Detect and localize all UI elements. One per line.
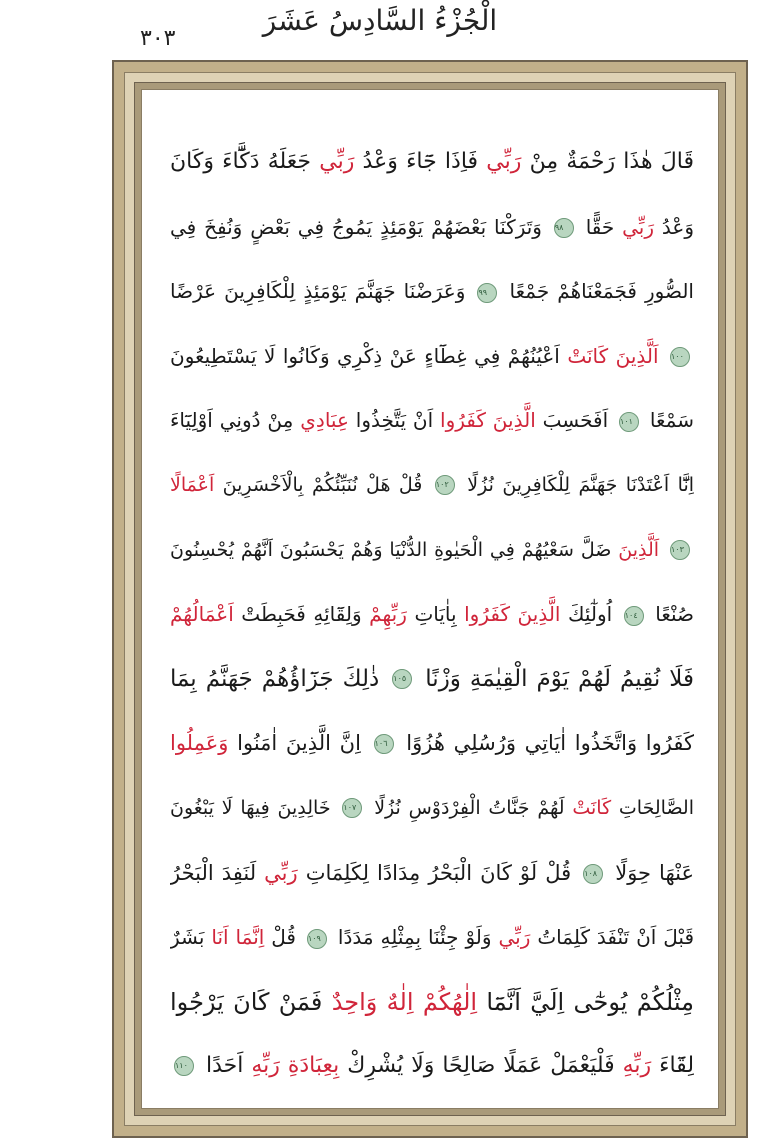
verse-text: وَلِقَٓائِهِ فَحَبِطَتْ: [233, 602, 370, 627]
verse-end-marker-icon: ١٠٩: [307, 929, 327, 949]
verse-end-marker-icon: ١٠٤: [624, 606, 644, 626]
verse-text: قَالَ هٰذَا رَحْمَةٌ مِنْ: [521, 149, 694, 174]
verse-text: [659, 539, 666, 561]
verse-text: وَتَرَكْنَا بَعْضَهُمْ يَوْمَئِذٍ يَمُوجُ فِي بَعْضٍ وَنُفِخَ فِي: [170, 214, 550, 239]
highlighted-word: رَبِّي: [498, 925, 531, 950]
highlighted-word: بِعِبَادَةِ رَبِّهِ: [251, 1053, 340, 1079]
highlighted-word: الَّذِينَ كَفَرُوا: [440, 408, 536, 433]
verse-text: بِاٰيَاتِ: [406, 602, 465, 627]
verse-text: عَنْهَا حِوَلًا: [607, 860, 694, 885]
verse-line: [170, 905, 694, 970]
verse-text: سَمْعًا: [643, 408, 694, 433]
verse-text: لِقَٓاءَ: [651, 1053, 694, 1079]
verse-text: اُولٰٓئِكَ: [560, 602, 620, 627]
verse-text: ضَلَّ سَعْيُهُمْ فِي الْحَيٰوةِ الدُّنْيَا وَهُمْ يَحْسَبُونَ اَنَّهُمْ يُحْسِنُونَ: [170, 538, 619, 561]
page-number: ٣٠٣: [140, 26, 176, 51]
verse-line: [170, 970, 694, 1035]
highlighted-word: اَلَّذِينَ: [618, 538, 660, 561]
highlighted-word: رَبِّي: [622, 214, 655, 239]
verse-text: اَنْ يَتَّخِذُوا: [348, 408, 441, 433]
page-border-frame: [112, 60, 748, 1138]
highlighted-word: وَعَمِلُوا: [170, 731, 229, 756]
juz-title: الْجُزْءُ السَّادِسُ عَشَرَ: [262, 4, 498, 37]
verse-text: وَلَوْ جِئْنَا بِمِثْلِهِ مَدَدًا: [330, 925, 499, 950]
verse-line: [170, 324, 694, 389]
highlighted-word: اِلٰهُكُمْ اِلٰهٌ وَاحِدٌ: [331, 987, 478, 1016]
verse-text-panel: [141, 89, 719, 1109]
verse-end-marker-icon: ١٠٦: [374, 734, 394, 754]
verse-end-marker-icon: ٩٨: [554, 218, 574, 238]
verse-text: قُلْ هَلْ نُنَبِّئُكُمْ بِالْاَخْسَرِينَ: [214, 473, 431, 496]
verse-text: مِثْلُكُمْ يُوحٰٓى اِلَيَّ اَنَّمَٓا: [477, 987, 694, 1016]
verse-end-marker-icon: ١٠٥: [392, 669, 412, 689]
highlighted-word: رَبِّهِمْ: [369, 602, 407, 627]
highlighted-word: رَبِّي: [319, 149, 355, 174]
verse-text: فَاِذَا جَٓاءَ وَعْدُ: [354, 149, 487, 174]
verse-text: قَبْلَ اَنْ تَنْفَدَ كَلِمَاتُ: [530, 925, 694, 950]
verse-text: فَلَا نُقِيمُ لَهُمْ يَوْمَ الْقِيٰمَةِ وَزْنًا: [416, 665, 694, 692]
verse-line: [170, 776, 694, 841]
verse-line: [170, 195, 694, 260]
highlighted-word: الَّذِينَ كَفَرُوا: [464, 602, 561, 627]
verse-line: [170, 1034, 694, 1099]
verse-line: [170, 388, 694, 453]
verse-text: الصُّورِ فَجَمَعْنَاهُمْ جَمْعًا: [501, 279, 694, 304]
verse-line: [170, 841, 694, 906]
verse-text: اِنَّ الَّذِينَ اٰمَنُوا: [228, 731, 370, 756]
verse-end-marker-icon: ١٠٠: [670, 347, 690, 367]
verse-text: فَلْيَعْمَلْ عَمَلًا صَالِحًا وَلَا يُشْرِكْ: [339, 1053, 623, 1079]
verse-text: لَنَفِدَ الْبَحْرُ: [170, 860, 265, 885]
verse-line: [170, 130, 694, 195]
verse-text: لَهُمْ جَنَّاتُ الْفِرْدَوْسِ نُزُلًا: [366, 796, 573, 819]
verse-text: حَقًّا: [577, 214, 623, 239]
verse-text: كَفَرُوا وَاتَّخَذُوا اٰيَاتِي وَرُسُلِي هُزُوًا: [397, 731, 694, 756]
highlighted-word: رَبِّهِ: [622, 1053, 652, 1079]
verse-lines: [170, 130, 694, 1099]
page-border-inner: [134, 82, 726, 1116]
verse-text: وَعَرَضْنَا جَهَنَّمَ يَوْمَئِذٍ لِلْكَافِرِينَ عَرْضًا: [170, 279, 474, 304]
verse-end-marker-icon: ١٠٣: [670, 540, 690, 560]
highlighted-word: اِنَّمَا اَنَا: [211, 925, 265, 950]
verse-text: فَمَنْ كَانَ يَرْجُوا: [170, 987, 332, 1016]
highlighted-word: رَبِّي: [486, 149, 522, 174]
verse-text: وَعْدُ: [654, 214, 694, 239]
verse-line: [170, 453, 694, 518]
verse-text: بَشَرٌ: [170, 925, 212, 950]
verse-end-marker-icon: ١٠٨: [583, 864, 603, 884]
verse-text: صُنْعًا: [647, 602, 694, 627]
highlighted-word: اَعْمَالُهُمْ: [170, 602, 234, 627]
verse-line: [170, 582, 694, 647]
verse-end-marker-icon: ١٠٧: [342, 798, 362, 818]
verse-line: [170, 518, 694, 583]
verse-text: جَعَلَهُ دَكَّٓاءَ وَكَانَ: [170, 149, 320, 174]
verse-line: [170, 711, 694, 776]
verse-end-marker-icon: ١٠١: [619, 412, 639, 432]
highlighted-word: اَلَّذِينَ كَانَتْ: [567, 343, 659, 368]
verse-text: اَحَدًا: [198, 1053, 252, 1079]
highlighted-word: اَعْمَالًا: [170, 473, 215, 496]
highlighted-word: رَبِّي: [264, 860, 298, 885]
verse-end-marker-icon: ١١٠: [174, 1056, 194, 1076]
highlighted-word: كَانَتْ: [572, 796, 612, 819]
verse-text: اَفَحَسِبَ: [535, 408, 616, 433]
verse-text: [659, 344, 666, 368]
highlighted-word: عِبَادِي: [300, 408, 349, 433]
verse-text: قُلْ لَوْ كَانَ الْبَحْرُ مِدَادًا لِكَلِمَاتِ: [297, 860, 580, 885]
verse-end-marker-icon: ١٠٢: [435, 475, 455, 495]
verse-text: اَعْيُنُهُمْ فِي غِطَٓاءٍ عَنْ ذِكْرِي وَكَانُوا لَا يَسْتَطِيعُونَ: [170, 343, 568, 368]
verse-text: خَالِدِينَ فِيهَا لَا يَبْغُونَ: [170, 796, 339, 819]
page-border-middle: [124, 72, 736, 1126]
verse-text: ذٰلِكَ جَزَٓاؤُهُمْ جَهَنَّمُ بِمَا: [170, 665, 389, 692]
verse-text: اِنَّٓا اَعْتَدْنَا جَهَنَّمَ لِلْكَافِرِينَ نُزُلًا: [458, 473, 694, 496]
verse-text: مِنْ دُونِي اَوْلِيَٓاءَ: [170, 408, 301, 433]
verse-end-marker-icon: ٩٩: [477, 283, 497, 303]
verse-text: قُلْ: [264, 925, 303, 950]
verse-text: الصَّالِحَاتِ: [611, 796, 694, 819]
verse-line: [170, 647, 694, 712]
verse-line: [170, 259, 694, 324]
